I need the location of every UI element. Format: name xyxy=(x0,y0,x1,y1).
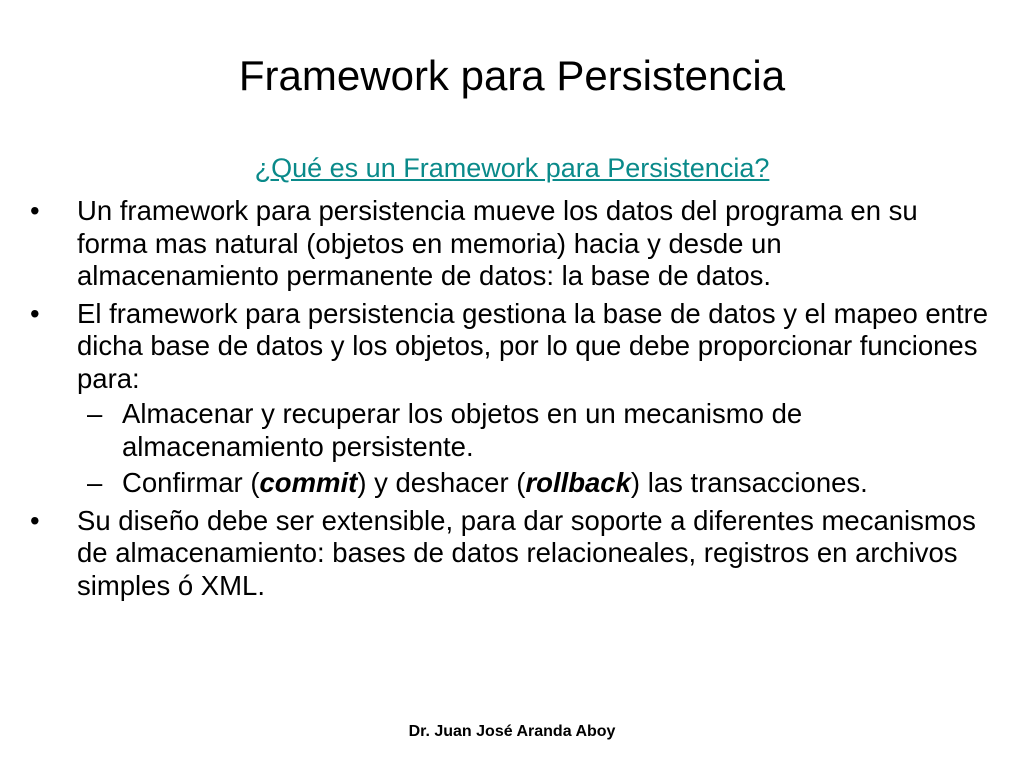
bullet-item xyxy=(30,195,990,293)
sub-bullet-item xyxy=(77,467,990,500)
slide-title: Framework para Persistencia xyxy=(238,52,786,99)
bullet-item xyxy=(30,505,990,603)
keyword-rollback: rollback xyxy=(525,467,631,498)
sub-bullet-item xyxy=(77,398,990,463)
sub-bullet-text-pre: Confirmar ( xyxy=(122,467,260,498)
bullet-text: El framework para persistencia gestiona la base de datos y el mapeo entre dicha base de datos y los objetos, por lo que debe proporcionar funciones para: xyxy=(77,297,989,394)
bullet-list xyxy=(30,195,990,607)
sub-bullet-text-post: ) las transacciones. xyxy=(630,467,868,498)
bullet-text: Su diseño debe ser extensible, para dar soporte a diferentes mecanismos de almacenamiento: bases de datos relacioneales, registros en archivos simples ó XML. xyxy=(77,504,976,601)
footer-author: Dr. Juan José Aranda Aboy xyxy=(408,723,616,740)
sub-bullet-list xyxy=(77,398,990,500)
sub-bullet-text: Almacenar y recuperar los objetos en un mecanismo de almacenamiento persistente. xyxy=(122,398,803,462)
keyword-commit: commit xyxy=(259,467,358,498)
bullet-text: Un framework para persistencia mueve los datos del programa en su forma mas natural (objetos en memoria) hacia y desde un almacenamiento permanente de datos: la base de datos. xyxy=(77,195,918,291)
sub-bullet-text-mid: ) y deshacer ( xyxy=(357,467,526,498)
subtitle-link[interactable]: ¿Qué es un Framework para Persistencia? xyxy=(254,153,770,183)
bullet-item xyxy=(30,298,990,500)
